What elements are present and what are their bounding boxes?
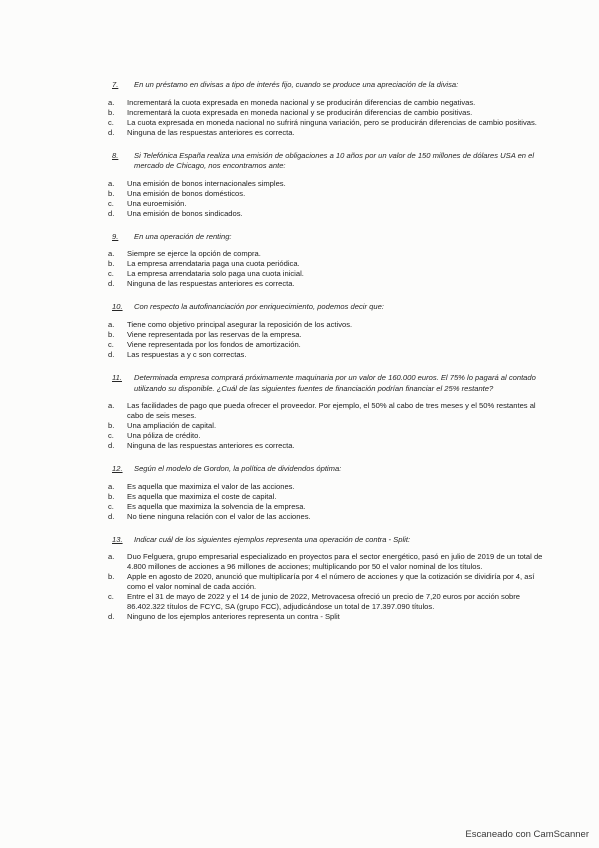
question-number: 12.	[112, 464, 123, 474]
option: b. La empresa arrendataria paga una cuota periódica.	[108, 259, 300, 269]
option: d. Ninguna de las respuestas anteriores es correcta.	[108, 279, 295, 289]
question-12	[108, 464, 554, 522]
option: b. Una emisión de bonos domésticos.	[108, 188, 246, 198]
question-number: 9.	[112, 231, 119, 241]
scanner-watermark: Escaneado con CamScanner	[465, 829, 589, 840]
question-text: Si Telefónica España realiza una emisión de obligaciones a 10 años por un valor de 150 millones de dólares USA en el mercado de Chicago, nos encontramos ante:	[134, 150, 535, 171]
option: b. Viene representada por las reservas de la empresa.	[108, 329, 302, 339]
option: a. Es aquella que maximiza el valor de las acciones.	[108, 481, 295, 491]
option: b. Es aquella que maximiza el coste de capital.	[108, 491, 277, 501]
option: a. Duo Felguera, grupo empresarial especializado en proyectos para el sector energético, pasó en julio de 2019 de un total de 4.800 millones de acciones a 96 millones de acciones; multiplicando por 50 el valor nominal de los títulos.	[108, 552, 543, 572]
option: d. No tiene ninguna relación con el valor de las acciones.	[108, 511, 311, 521]
question-10	[108, 302, 554, 360]
question-number: 7.	[112, 80, 119, 89]
question-stem	[108, 151, 554, 172]
question-number: 10.	[112, 302, 123, 312]
question-7	[108, 80, 554, 138]
question-stem	[108, 373, 554, 394]
option: c. La cuota expresada en moneda nacional no sufrirá ninguna variación, pero se producirán diferencias de cambio positivas.	[108, 117, 537, 127]
option: c. Viene representada por los fondos de amortización.	[108, 339, 301, 349]
option: a. Una emisión de bonos internacionales simples.	[108, 178, 286, 188]
question-text: En un préstamo en divisas a tipo de interés fijo, cuando se produce una apreciación de la divisa:	[134, 80, 459, 89]
option: c. La empresa arrendataria solo paga una cuota inicial.	[108, 269, 304, 279]
option: a. Siempre se ejerce la opción de compra.	[108, 249, 261, 259]
option: c. Es aquella que maximiza la solvencia de la empresa.	[108, 501, 306, 511]
option: a. Tiene como objetivo principal asegurar la reposición de los activos.	[108, 319, 353, 329]
option: d. Una emisión de bonos sindicados.	[108, 208, 243, 218]
option: d. Las respuestas a y c son correctas.	[108, 349, 247, 359]
question-11	[108, 373, 554, 451]
question-number: 8.	[112, 150, 119, 160]
question-number: 11.	[112, 372, 122, 382]
question-stem	[108, 232, 554, 243]
option: a. Las facilidades de pago que pueda ofrecer el proveedor. Por ejemplo, el 50% al cabo de tres meses y el 50% restantes al cabo de seis meses.	[108, 401, 536, 421]
option: c. Una póliza de crédito.	[108, 431, 201, 441]
question-13	[108, 535, 554, 623]
option: c. Una euroemisión.	[108, 198, 187, 208]
question-stem	[108, 80, 554, 91]
option: b. Apple en agosto de 2020, anunció que multiplicaría por 4 el número de acciones y que la cotización se dividiría por 4, así como el valor nominal de cada acción.	[108, 572, 535, 592]
question-text: Determinada empresa comprará próximamente maquinaria por un valor de 160.000 euros. El 75% lo pagará al contado utilizando su disponible. ¿Cuál de las siguientes fuentes de financiación podrían financiar el 25% restante?	[134, 372, 536, 393]
question-stem	[108, 464, 554, 475]
option: c. Entre el 31 de mayo de 2022 y el 14 de junio de 2022, Metrovacesa ofreció un precio de 7,20 euros por acción sobre 86.402.322 títulos de FCYC, SA (grupo FCC), adjudicándose un total de 17.397.090 títulos.	[108, 592, 521, 612]
question-number: 13.	[112, 534, 123, 544]
question-text: Indicar cuál de los siguientes ejemplos representa una operación de contra - Split:	[134, 534, 411, 544]
option: d. Ninguna de las respuestas anteriores es correcta.	[108, 441, 295, 451]
option: b. Una ampliación de capital.	[108, 421, 217, 431]
question-text: En una operación de renting:	[134, 231, 232, 241]
question-8	[108, 151, 554, 219]
option: b. Incrementará la cuota expresada en moneda nacional y se producirán diferencias de cambio positivas.	[108, 107, 473, 117]
option: a. Incrementará la cuota expresada en moneda nacional y se producirán diferencias de cambio negativas.	[108, 97, 476, 107]
question-stem	[108, 535, 554, 546]
option: d. Ninguna de las respuestas anteriores es correcta.	[108, 127, 295, 137]
questions-list	[108, 80, 554, 635]
question-text: Según el modelo de Gordon, la política de dividendos óptima:	[134, 464, 342, 474]
question-9	[108, 232, 554, 290]
option: d. Ninguno de los ejemplos anteriores representa un contra - Split	[108, 612, 340, 622]
question-text: Con respecto la autofinanciación por enriquecimiento, podemos decir que:	[134, 302, 384, 312]
question-stem	[108, 302, 554, 313]
